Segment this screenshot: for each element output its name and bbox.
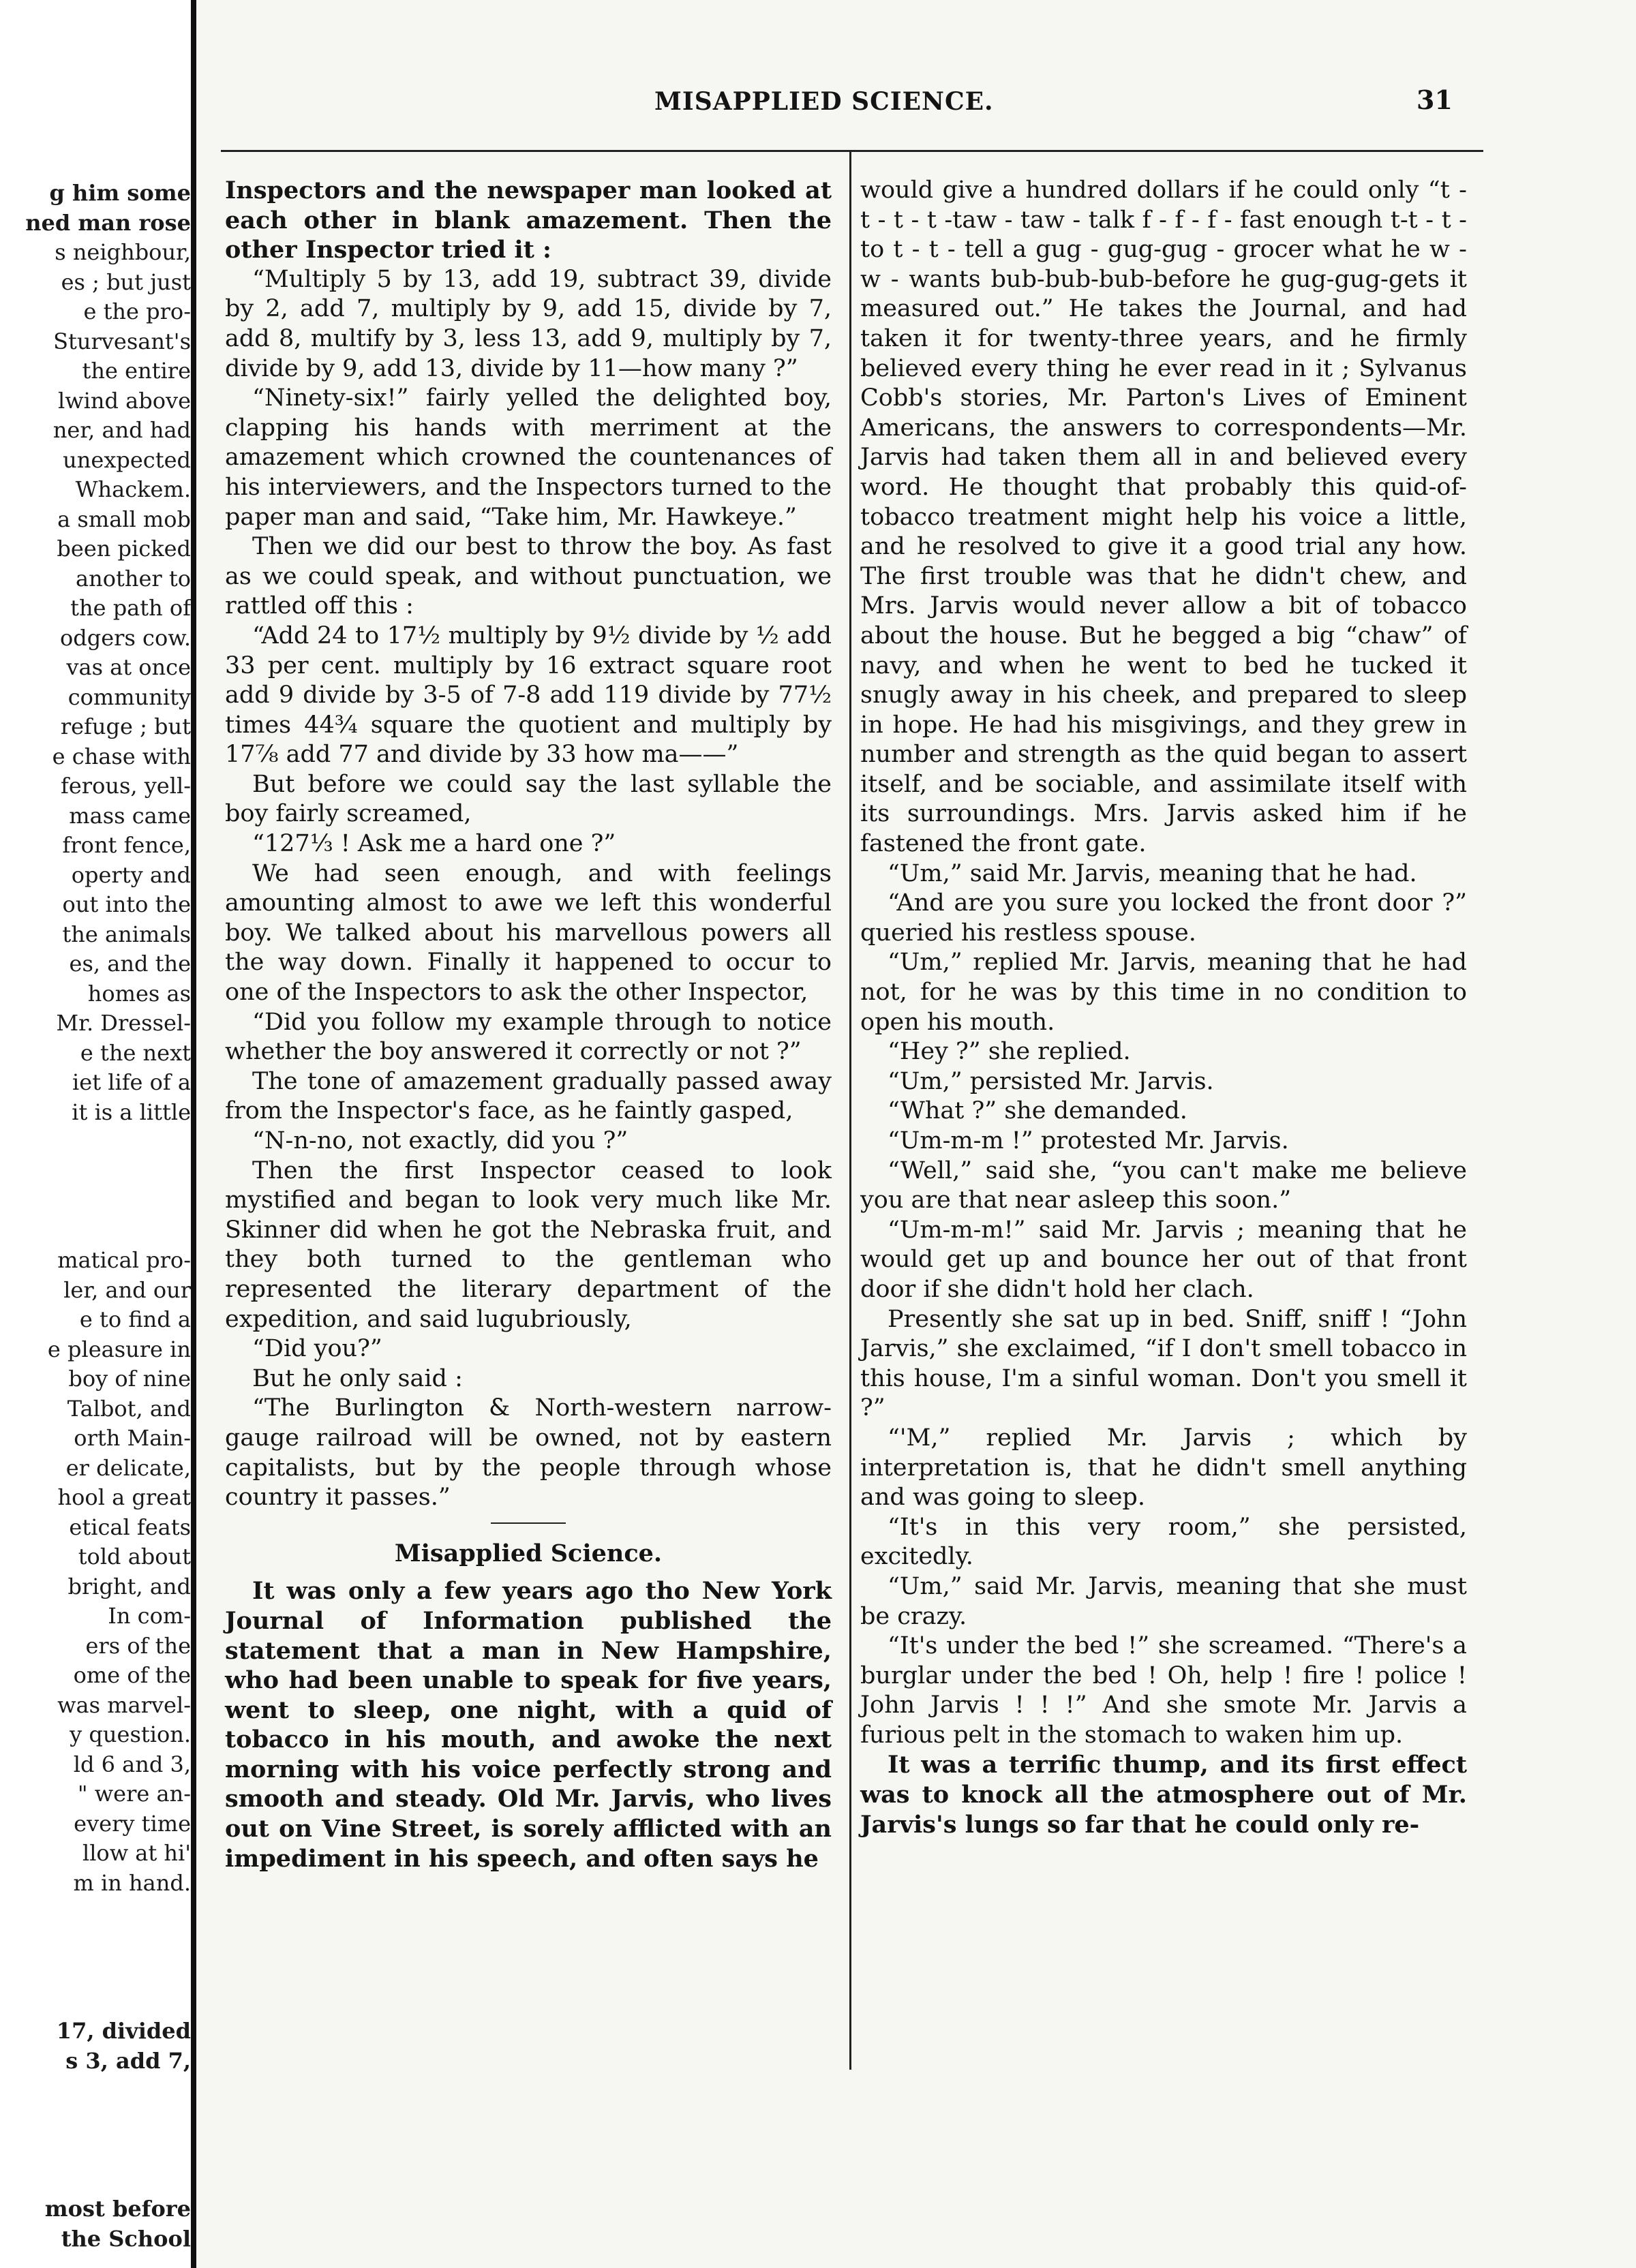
fragment-line: odgers cow. [59,624,191,651]
paragraph: “What ?” she demanded. [888,1097,1187,1125]
column-divider [849,151,851,2070]
fragment-line: ner, and had [52,417,191,443]
paragraph: The tone of amazement gradually passed away from the Inspector's face, as he faintly gasped, [225,1067,832,1125]
paragraph: Then the first Inspector ceased to look mystified and began to look very much like Mr. Skinner did when he got the Nebraska fruit, and they both turned to the gentleman who represented the literary department of the expedition, and said lugubriously, [225,1156,832,1333]
paragraph: “Well,” said she, “you can't make me believe you are that near asleep this soon.” [860,1156,1467,1214]
paragraph: But he only said : [252,1364,463,1392]
paragraph: “And are you sure you locked the front door ?” queried his restless spouse. [860,889,1467,947]
paragraph: “Um,” persisted Mr. Jarvis. [888,1067,1214,1095]
paragraph: would give a hundred dollars if he could only “t - t - t - t -taw - taw - talk f - f - f - fast enough t-t - t - to t - t - tell a gug - gug-gug - grocer what he w - w - wants bub-bub-bub-before he gug-gug-gets it measured out.” He takes the Journal, and had taken it for twenty-three years, and he firmly believed every thing he ever read in it ; Sylvanus Cobb's stories, Mr. Parton's Lives of Eminent Americans, the answers to correspondents—Mr. Jarvis had taken them all in and believed every word. He thought that probably this quid-of-tobacco treatment might help his voice a little, and he resolved to give it a good trial any how. The first trouble was that he didn't chew, and Mrs. Jarvis would never allow a bit of tobacco about the house. But he begged a big “chaw” of navy, and when he went to bed he tucked it snugly away in his cheek, and prepared to sleep in hope. He had his misgivings, and they grew in number and strength as the quid began to assert itself, and be sociable, and assimilate itself with its surroundings. Mrs. Jarvis asked him if he fastened the front gate. [860,177,1467,858]
fragment-line: a small mob [57,506,191,532]
paragraph: Inspectors and the newspaper man looked at each other in blank amazement. Then the other Inspector tried it : [225,177,832,264]
fragment-line: iet life of a [72,1069,191,1095]
paragraph: “Did you follow my example through to notice whether the boy answered it correctly or not ?” [225,1008,832,1066]
fragment-line: y question. [70,1721,191,1747]
fragment-line: ers of the [85,1632,191,1659]
fragment-line: hool a great [57,1484,191,1510]
fragment-line: bright, and [67,1573,191,1599]
fragment-line: ned man rose [25,209,191,236]
running-head: MISAPPLIED SCIENCE. [654,87,994,116]
facing-page-text-fragment [0,179,191,2254]
paragraph: “Um-m-m!” said Mr. Jarvis ; meaning that he would get up and bounce her out of that front door if she didn't hold her clach. [860,1216,1467,1303]
paragraph: But before we could say the last syllable the boy fairly screamed, [225,770,832,828]
fragment-line: e chase with [52,743,191,769]
fragment-line: e the next [80,1039,191,1066]
paragraph: “Um,” said Mr. Jarvis, meaning that he had. [888,859,1417,887]
fragment-line: lwind above [58,387,191,414]
fragment-line: Sturvesant's [53,328,191,354]
fragment-line: matical pro- [57,1247,191,1273]
fragment-line: e pleasure in [47,1336,191,1362]
paragraph: “The Burlington & North-western narrow-gauge railroad will be owned, not by eastern capitalists, but by the people through whose country it passes.” [225,1394,832,1512]
paragraph: “It's in this very room,” she persisted, excitedly. [860,1513,1467,1571]
paragraph: “It's under the bed !” she screamed. “There's a burglar under the bed ! Oh, help ! fire ! police ! John Jarvis ! ! !” And she smote Mr. Jarvis a furious pelt in the stomach to waken him up. [860,1632,1467,1749]
fragment-line: it is a little [72,1099,191,1125]
left-column-paragraphs [225,176,832,1513]
fragment-line: been picked [57,536,191,562]
fragment-line: community [67,684,191,710]
fragment-line: most before [44,2196,191,2222]
fragment-line: es ; but just [61,269,191,295]
paragraph: “'M,” replied Mr. Jarvis ; which by interpretation is, that he didn't smell anything and was going to sleep. [860,1424,1467,1512]
paragraph: “Um,” replied Mr. Jarvis, meaning that he had not, for he was by this time in no condition to open his mouth. [860,949,1467,1036]
paragraph: “Um,” said Mr. Jarvis, meaning that she must be crazy. [860,1572,1467,1630]
fragment-line: the animals [62,921,191,947]
fragment-line: boy of nine [68,1366,191,1392]
fragment-line: es, and the [69,951,191,977]
fragment-line: unexpected [63,446,191,473]
fragment-line: ome of the [73,1662,191,1688]
fragment-line: out into the [62,891,191,917]
right-column [860,176,1467,1839]
paragraph: “Multiply 5 by 13, add 19, subtract 39, divide by 2, add 7, multiply by 9, add 15, divide by 7, add 8, multify by 3, less 13, add 9, multiply by 7, divide by 9, add 13, divide by 11—how many ?” [225,265,832,382]
paragraph: “Add 24 to 17½ multiply by 9½ divide by ½ add 33 per cent. multiply by 16 extract square root add 9 divide by 3-5 of 7-8 add 119 divide by 77½ times 44¾ square the quotient and multiply by 17⅞ add 77 and divide by 33 how ma——” [225,622,832,769]
fragment-line: Talbot, and [67,1395,191,1422]
section-title: Misapplied Science. [225,1522,832,1569]
fragment-line [0,1898,191,2017]
fragment-line: s neighbour, [55,239,191,265]
left-column-paragraphs-after-title [225,1576,832,1873]
fragment-line: orth Main- [74,1425,191,1451]
paragraph: “N-n-no, not exactly, did you ?” [252,1127,628,1154]
fragment-line: ld 6 and 3, [73,1751,191,1777]
paragraph: It was only a few years ago tho New York Journal of Information published the statement that a man in New Hampshire, who had been unable to speak for five years, went to sleep, one night, with a quid of tobacco in his mouth, and awoke the next morning with his voice perfectly strong and smooth and steady. Old Mr. Jarvis, who lives out on Vine Street, is sorely afflicted with an impediment in his speech, and often says he [225,1577,832,1873]
facing-page-strip [0,0,196,2268]
fragment-line: ferous, yell- [60,773,191,799]
fragment-line: mass came [69,802,191,829]
fragment-line: In com- [108,1603,191,1629]
fragment-line: Whackem. [75,476,191,502]
fragment-line: llow at hi' [82,1840,191,1866]
fragment-line: vas at once [66,654,191,680]
fragment-line: ler, and our [63,1276,191,1303]
fragment-line: every time [74,1810,191,1837]
fragment-line: front fence, [62,832,191,858]
paragraph: “Um-m-m !” protested Mr. Jarvis. [888,1127,1289,1154]
paragraph: “Hey ?” she replied. [888,1038,1131,1066]
fragment-line: another to [76,565,191,592]
fragment-line: refuge ; but [60,714,191,739]
fragment-line: m in hand. [73,1869,191,1896]
paragraph: Then we did our best to throw the boy. As fast as we could speak, and without punctuation, we rattled off this : [225,533,832,620]
fragment-line: Mr. Dressel- [56,1010,191,1036]
fragment-line: er delicate, [65,1454,191,1481]
paragraph: Presently she sat up in bed. Sniff, sniff ! “John Jarvis,” she exclaimed, “if I don't smell tobacco in this house, I'm a sinful woman. Don't you smell it ?” [860,1305,1467,1422]
fragment-line: e the pro- [83,298,191,324]
fragment-line: homes as [87,980,191,1007]
fragment-line: " were an- [77,1781,191,1807]
header-rule [221,150,1483,152]
right-column-paragraphs [860,176,1467,1839]
page-number: 31 [1417,85,1453,115]
fragment-line: g him some [49,180,191,206]
fragment-line: 17, divided [56,2018,191,2044]
fragment-line: operty and [71,861,191,888]
paragraph: “Ninety-six!” fairly yelled the delighted boy, clapping his hands with merriment at the amazement which crowned the countenances of his interviewers, and the Inspectors turned to the paper man and said, “Take him, Mr. Hawkeye.” [225,384,832,531]
left-column [225,176,832,1873]
paragraph: “Did you?” [252,1335,382,1363]
fragment-line [0,2076,191,2194]
fragment-line: told about [78,1544,191,1569]
fragment-line: the path of [70,595,191,621]
fragment-line: the School [61,2225,191,2252]
fragment-line: etical feats [69,1514,191,1540]
fragment-line [0,1127,191,1246]
fragment-line: the entire [82,358,191,384]
fragment-line: was marvel- [57,1691,191,1718]
fragment-line: e to find a [79,1306,191,1332]
paragraph: We had seen enough, and with feelings amounting almost to awe we left this wonderful boy. We talked about his marvellous powers all the way down. Finally it happened to occur to one of the Inspectors to ask the other Inspector, [225,859,832,1007]
paragraph: “127⅓ ! Ask me a hard one ?” [252,830,616,858]
fragment-line: s 3, add 7, [65,2047,191,2074]
paragraph: It was a terrific thump, and its first effect was to knock all the atmosphere out of Mr. Jarvis's lungs so far that he could only re- [860,1751,1467,1839]
